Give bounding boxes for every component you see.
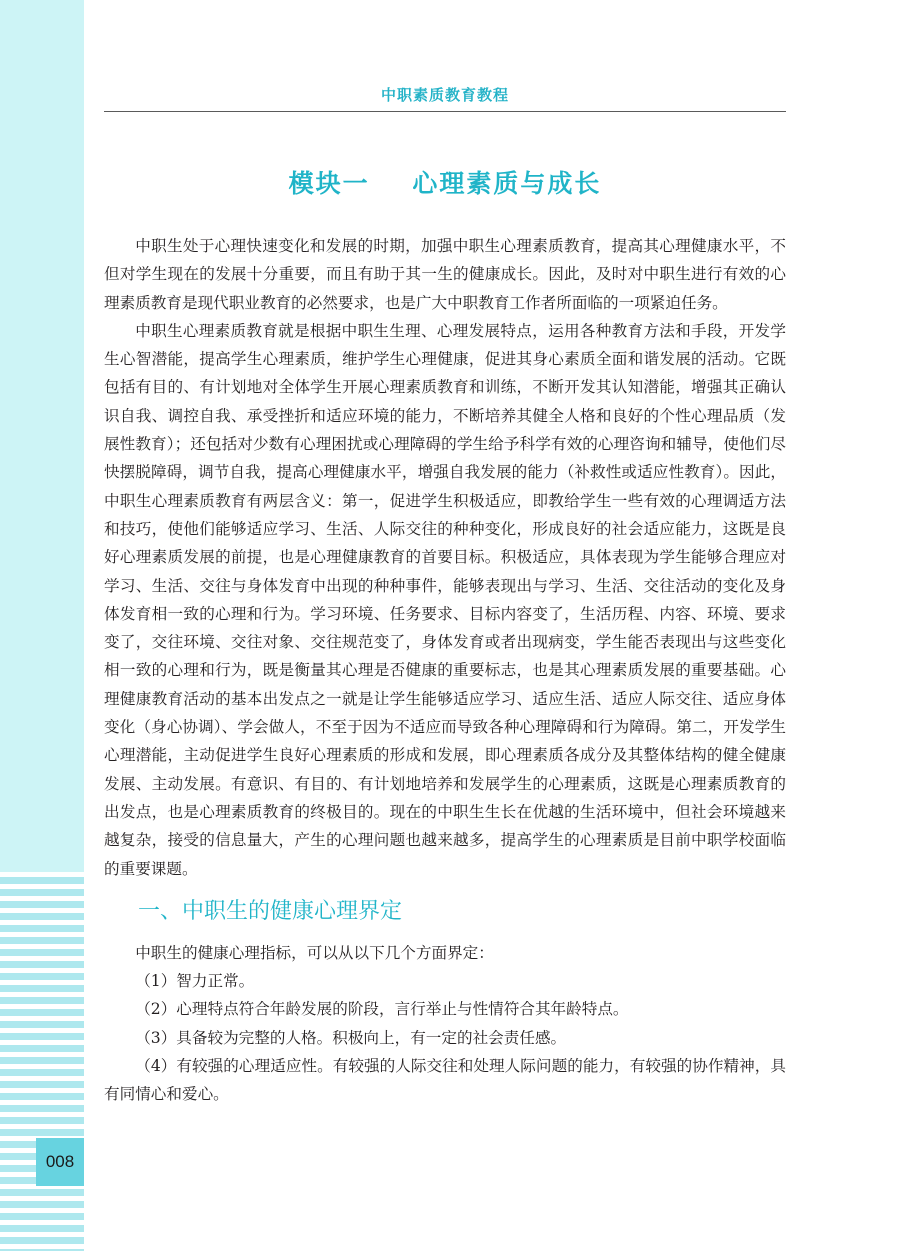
paragraph-definition: 中职生心理素质教育就是根据中职生生理、心理发展特点，运用各种教育方法和手段，开发学生心智潜能，提高学生心理素质，维护学生心理健康，促进其身心素质全面和谐发展的活动。它既包括有目的、有计划地对全体学生开展心理素质教育和训练，不断开发其认知潜能，增强其正确认识自我、调控自我、承受挫折和适应环境的能力，不断培养其健全人格和良好的个性心理品质（发展性教育）；还包括对少数有心理困扰或心理障碍的学生给予科学有效的心理咨询和辅导，使他们尽快摆脱障碍，调节自我，提高心理健康水平，增强自我发展的能力（补救性或适应性教育）。因此，中职生心理素质教育有两层含义：第一，促进学生积极适应，即教给学生一些有效的心理调适方法和技巧，使他们能够适应学习、生活、人际交往的种种变化，形成良好的社会适应能力，这既是良好心理素质发展的前提，也是心理健康教育的首要目标。积极适应，具体表现为学生能够合理应对学习、生活、交往与身体发育中出现的种种事件，能够表现出与学习、生活、交往活动的变化及身体发育相一致的心理和行为。学习环境、任务要求、目标内容变了，生活历程、内容、环境、要求变了，交往环境、交往对象、交往规范变了，身体发育或者出现病变，学生能否表现出与这些变化相一致的心理和行为，既是衡量其心理是否健康的重要标志，也是其心理素质发展的重要基础。心理健康教育活动的基本出发点之一就是让学生能够适应学习、适应生活、适应人际交往、适应身体变化（身心协调）、学会做人，不至于因为不适应而导致各种心理障碍和行为障碍。第二，开发学生心理潜能，主动促进学生良好心理素质的形成和发展，即心理素质各成分及其整体结构的健全健康发展、主动发展。有意识、有目的、有计划地培养和发展学生的心理素质，这既是心理素质教育的出发点，也是心理素质教育的终极目的。现在的中职生生长在优越的生活环境中，但社会环境越来越复杂，接受的信息量大，产生的心理问题也越来越多，提高学生的心理素质是目前中职学校面临的重要课题。	[104, 321, 786, 878]
list-item: （1）智力正常。	[135, 972, 255, 991]
list-item: （4）有较强的心理适应性。有较强的人际交往和处理人际问题的能力，有较强的协作精神，具有同情心和爱心。	[104, 1057, 786, 1104]
running-header: 中职素质教育教程	[380, 86, 509, 104]
body-content	[104, 232, 786, 1109]
paragraph-intro: 中职生处于心理快速变化和发展的时期，加强中职生心理素质教育，提高其心理健康水平，不但对学生现在的发展十分重要，而且有助于其一生的健康成长。因此，及时对中职生进行有效的心理素质教育是现代职业教育的必然要求，也是广大中职教育工作者所面临的一项紧迫任务。	[104, 237, 786, 312]
page-number: 008	[36, 1138, 84, 1186]
section-heading: 一、中职生的健康心理界定	[138, 898, 403, 924]
section-intro: 中职生的健康心理指标，可以从以下几个方面界定：	[135, 943, 494, 962]
side-stripe-decoration	[0, 872, 84, 1251]
header-rule	[104, 111, 786, 112]
list-item: （3）具备较为完整的人格。积极向上，有一定的社会责任感。	[135, 1028, 567, 1047]
list-item: （2）心理特点符合年龄发展的阶段，言行举止与性情符合其年龄特点。	[135, 1000, 629, 1019]
module-title: 模块一 心理素质与成长	[288, 169, 602, 198]
criteria-list	[104, 967, 786, 1108]
